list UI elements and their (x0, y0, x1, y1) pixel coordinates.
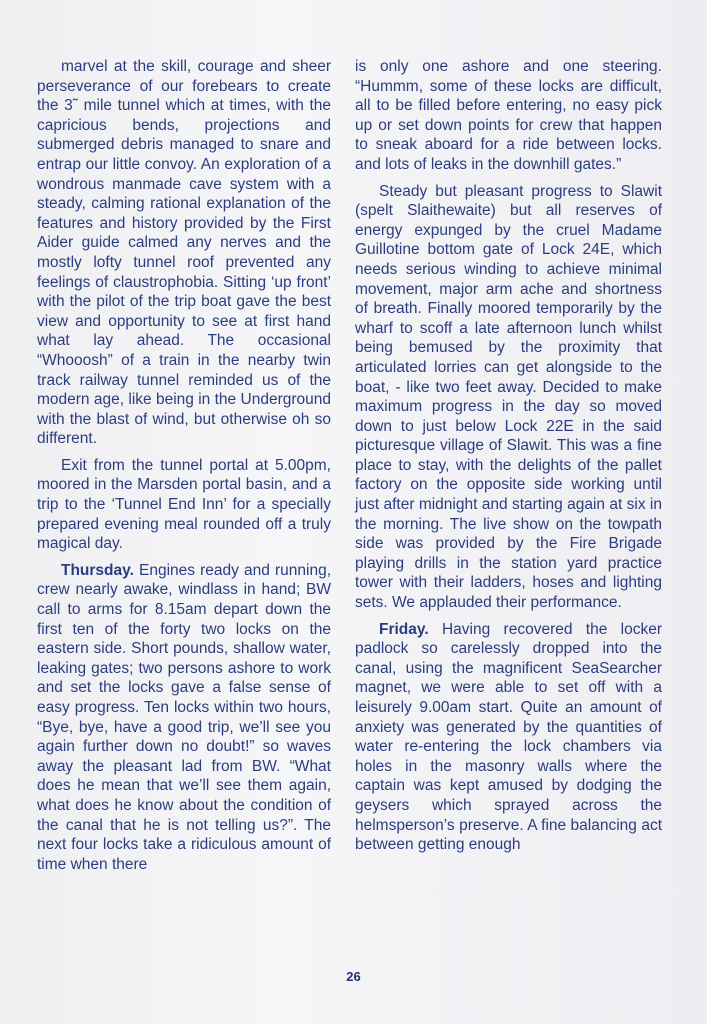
day-heading-friday: Friday. (379, 620, 429, 638)
left-column (37, 57, 331, 881)
day-heading-thursday: Thursday. (61, 561, 134, 579)
paragraph (355, 57, 662, 175)
paragraph (37, 456, 331, 554)
paragraph-text: Having recovered the locker padlock so carelessly dropped into the canal, using the magnificent SeaSearcher magnet, we were able to set off with a leisurely 9.00am start. Quite an amount of anxiety was generated by the quantities of water re-entering the lock chambers via holes in the masonry walls where the captain was kept amused by dodging the geysers which sprayed across the helmsperson’s preserve. A fine balancing act between getting enough (355, 620, 662, 854)
paragraph (355, 620, 662, 855)
paragraph (355, 182, 662, 613)
paragraph-text: is only one ashore and one steering. “Hummm, some of these locks are difficult, all to be filled before entering, no easy pick up or set down points for crew that happen to sneak aboard for a ride between locks. and lots of leaks in the downhill gates.” (355, 58, 662, 173)
paragraph-text: Exit from the tunnel portal at 5.00pm, moored in the Marsden portal basin, and a trip to the ‘Tunnel End Inn’ for a specially prepared evening meal rounded off a truly magical day. (37, 456, 331, 553)
page-number: 26 (346, 969, 361, 984)
paragraph-text: marvel at the skill, courage and sheer perseverance of our forebears to create the 3˜ mile tunnel which at times, with the capricious bends, projections and submerged debris managed to snare and entrap our little convoy. An exploration of a wondrous manmade cave system with a steady, calming rational explanation of the features and history provided by the First Aider guide calmed any nerves and the mostly lofty tunnel roof prevented any feelings of claustrophobia. Sitting ‘up front’ with the pilot of the trip boat gave the best view and opportunity to see at first hand what lay ahead. The occasional “Whooosh” of a train in the nearby twin track railway tunnel reminded us of the modern age, like being in the Underground with the blast of wind, but otherwise oh so different. (37, 58, 331, 448)
paragraph (37, 57, 331, 449)
paragraph (37, 561, 331, 875)
paragraph-text: Engines ready and running, crew nearly awake, windlass in hand; BW call to arms for 8.15am depart down the first ten of the forty two locks on the eastern side. Short pounds, shallow water, leaking gates; two persons ashore to work and set the locks gave a false sense of easy progress. Ten locks within two hours, “Bye, bye, have a good trip, we’ll see you again further down no doubt!” so waves away the pleasant lad from BW. “What does he mean that we’ll see them again, what does he know about the condition of the canal that he is not telling us?”. The next four locks take a ridiculous amount of time when there (37, 561, 331, 873)
paragraph-text: Steady but pleasant progress to Slawit (spelt Slaithewaite) but all reserves of energy expunged by the cruel Madame Guillotine bottom gate of Lock 24E, which needs serious winding to achieve minimal movement, major arm ache and shortness of breath. Finally moored temporarily by the wharf to scoff a late afternoon lunch whilst being bemused by the proximity that articulated lorries can get alongside to the boat, - like two feet away. Decided to make maximum progress in the day so moved down to just below Lock 22E in the said picturesque village of Slawit. This was a fine place to stay, with the delights of the pallet factory on the opposite side working until just after midnight and starting again at six in the morning. The live show on the towpath side was provided by the Fire Brigade playing drills in the station yard practice tower with their ladders, hoses and lighting sets. We applauded their performance. (355, 182, 662, 612)
right-column (355, 57, 662, 862)
